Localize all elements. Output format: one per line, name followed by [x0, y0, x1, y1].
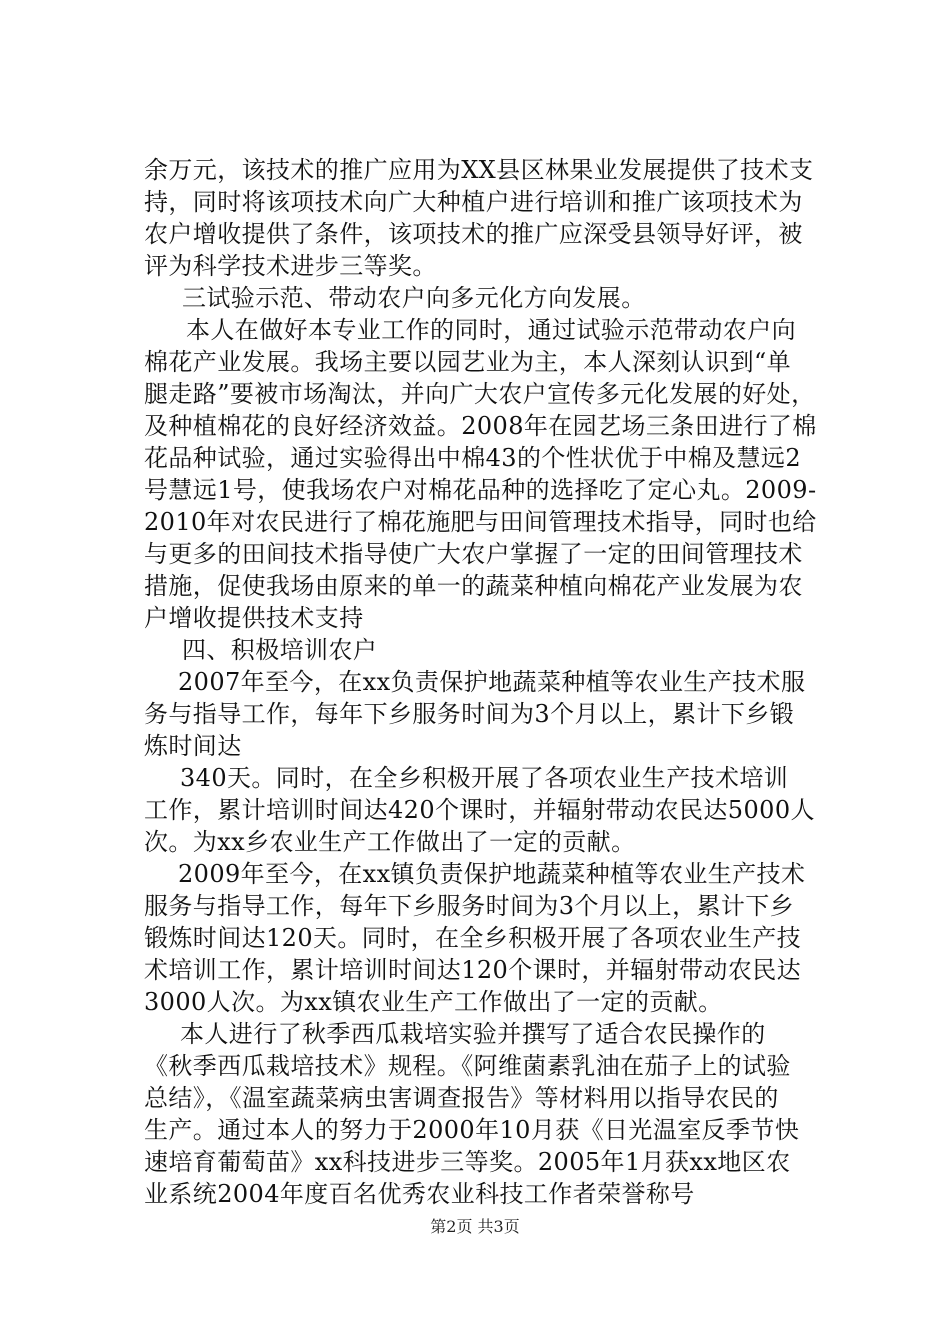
text-line: 3000人次。为xx镇农业生产工作做出了一定的贡献。 [144, 988, 723, 1016]
text-line: 及种植棉花的良好经济效益。2008年在园艺场三条田进行了棉 [144, 412, 817, 440]
text-line: 余万元，该技术的推广应用为XX县区林果业发展提供了技术支 [144, 156, 814, 184]
text-line: 业系统2004年度百名优秀农业科技工作者荣誉称号 [144, 1180, 695, 1208]
text-line: 花品种试验，通过实验得出中棉43的个性状优于中棉及慧远2 [144, 444, 802, 472]
text-line: 评为科学技术进步三等奖。 [144, 252, 437, 280]
text-line: 本人在做好本专业工作的同时，通过试验示范带动农户向 [186, 316, 796, 344]
text-line: 2010年对农民进行了棉花施肥与田间管理技术指导，同时也给 [144, 508, 817, 536]
text-line: 340天。同时，在全乡积极开展了各项农业生产技术培训 [180, 764, 789, 792]
text-line: 棉花产业发展。我场主要以园艺业为主，本人深刻认识到“单 [144, 348, 792, 376]
text-line: 工作，累计培训时间达420个课时，并辐射带动农民达5000人 [144, 796, 815, 824]
text-line: 措施，促使我场由原来的单一的蔬菜种植向棉花产业发展为农 [144, 572, 803, 600]
text-line: 与更多的田间技术指导使广大农户掌握了一定的田间管理技术 [144, 540, 803, 568]
section-heading: 三试验示范、带动农户向多元化方向发展。 [182, 284, 646, 312]
text-line: 号慧远1号，使我场农户对棉花品种的选择吃了定心丸。2009- [144, 476, 817, 504]
text-line: 本人进行了秋季西瓜栽培实验并撰写了适合农民操作的 [180, 1020, 766, 1048]
text-line: 持，同时将该项技术向广大种植户进行培训和推广该项技术为 [144, 188, 803, 216]
text-line: 术培训工作，累计培训时间达120个课时，并辐射带动农民达 [144, 956, 802, 984]
text-line: 炼时间达 [144, 732, 242, 760]
document-body [144, 154, 832, 1210]
text-line: 腿走路”要被市场淘汰，并向广大农户宣传多元化发展的好处， [144, 380, 816, 408]
text-line: 锻炼时间达120天。同时，在全乡积极开展了各项农业生产技 [144, 924, 802, 952]
text-line: 《秋季西瓜栽培技术》规程。《阿维菌素乳油在茄子上的试验 [144, 1052, 791, 1080]
text-line: 户增收提供技术支持 [144, 604, 364, 632]
page-number-footer: 第2页 共3页 [430, 1217, 520, 1236]
text-line: 总结》，《温室蔬菜病虫害调查报告》等材料用以指导农民的 [144, 1084, 779, 1112]
section-heading: 四、积极培训农户 [182, 636, 378, 664]
text-line: 2009年至今，在xx镇负责保护地蔬菜种植等农业生产技术 [178, 860, 806, 888]
text-line: 2007年至今，在xx负责保护地蔬菜种植等农业生产技术服 [178, 668, 806, 696]
text-line: 务与指导工作，每年下乡服务时间为3个月以上，累计下乡锻 [144, 700, 795, 728]
text-line: 农户增收提供了条件，该项技术的推广应深受县领导好评，被 [144, 220, 803, 248]
text-line: 速培育葡萄苗》xx科技进步三等奖。2005年1月获xx地区农 [144, 1148, 791, 1176]
text-line: 服务与指导工作，每年下乡服务时间为3个月以上，累计下乡 [144, 892, 795, 920]
text-line: 次。为xx乡农业生产工作做出了一定的贡献。 [144, 828, 636, 856]
text-line: 生产。通过本人的努力于2000年10月获《日光温室反季节快 [144, 1116, 800, 1144]
